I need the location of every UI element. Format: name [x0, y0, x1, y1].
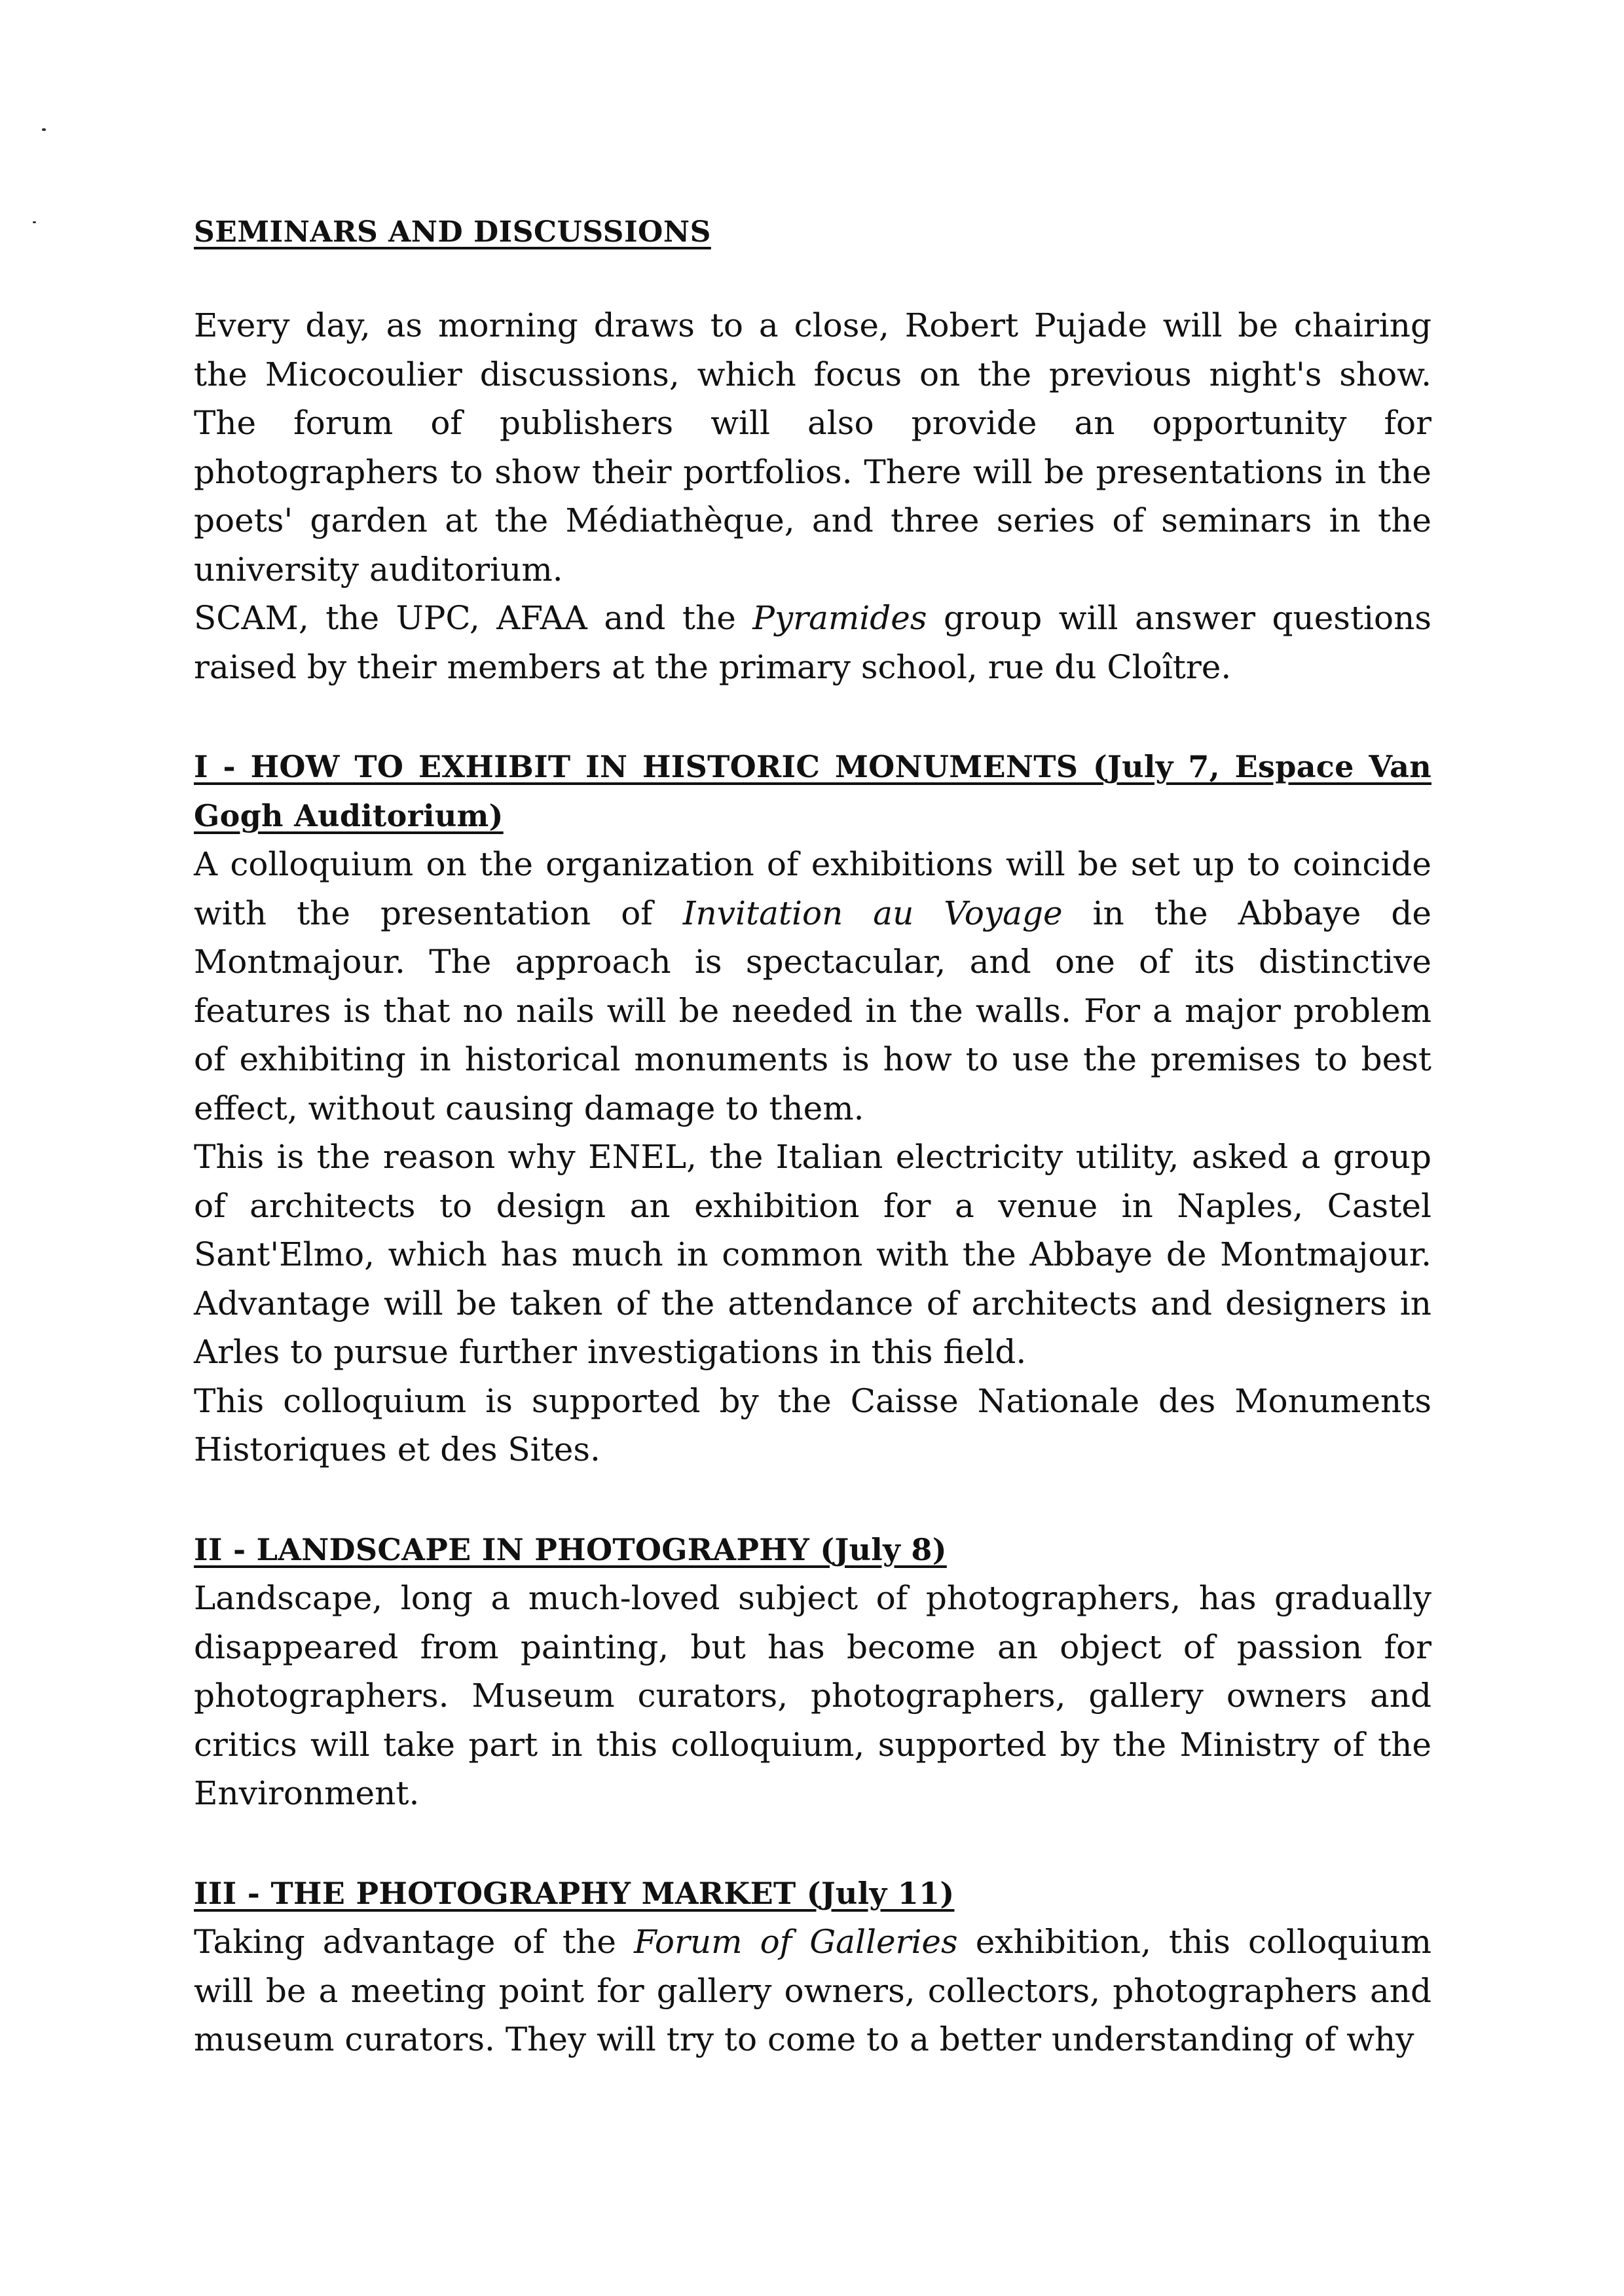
section-paragraph: This colloquium is supported by the Caisse Nationale des Monuments Historiques et des Sites. — [194, 1381, 1431, 1468]
section-heading-market: III - THE PHOTOGRAPHY MARKET (July 11) — [194, 1875, 955, 1911]
section-paragraph: A colloquium on the organization of exhibitions will be set up to coincide with the presentation of Invitation au Voyage in the Abbaye de Montmajour. The approach is spectacular, and one of its distinctive features is that no nails will be needed in the walls. For a major problem of exhibiting in historical monuments is how to use the premises to best effect, without causing damage to them. — [194, 845, 1431, 1127]
intro-paragraph-groups: SCAM, the UPC, AFAA and the Pyramides group will answer questions raised by their members at the primary school, rue du Cloître. — [194, 599, 1431, 686]
section-paragraph: Landscape, long a much-loved subject of photographers, has gradually disappeared from painting, but has become an object of passion for photographers. Museum curators, photographers, gallery owners and critics will take part in this colloquium, supported by the Ministry of the Environment. — [194, 1579, 1431, 1812]
scan-speck — [33, 221, 36, 223]
section-heading-landscape: II - LANDSCAPE IN PHOTOGRAPHY (July 8) — [194, 1531, 947, 1567]
section-heading-historic-monuments: I - HOW TO EXHIBIT IN HISTORIC MONUMENTS (July 7, Espace Van Gogh Auditorium) — [194, 749, 1431, 833]
document-body — [194, 208, 1431, 2064]
scan-speck — [42, 128, 46, 131]
pyramides-italic: Pyramides — [752, 599, 927, 637]
section-paragraph: Taking advantage of the Forum of Galleries exhibition, this colloquium will be a meeting point for gallery owners, collectors, photographers and museum curators. They will try to come to a better understanding of why — [194, 1923, 1431, 2058]
page-title: SEMINARS AND DISCUSSIONS — [194, 215, 711, 249]
forum-of-galleries-italic: Forum of Galleries — [633, 1923, 958, 1961]
intro-paragraph: Every day, as morning draws to a close, Robert Pujade will be chairing the Micocoulier discussions, which focus on the previous night's show. The forum of publishers will also provide an opportunity for photographers to show their portfolios. There will be presentations in the poets' garden at the Médiathèque, and three series of seminars in the university auditorium. — [194, 306, 1431, 589]
invitation-au-voyage-italic: Invitation au Voyage — [682, 894, 1063, 932]
section-paragraph: This is the reason why ENEL, the Italian electricity utility, asked a group of architects to design an exhibition for a venue in Naples, Castel Sant'Elmo, which has much in common with the Abbaye de Montmajour. Advantage will be taken of the attendance of architects and designers in Arles to pursue further investigations in this field. — [194, 1138, 1431, 1371]
